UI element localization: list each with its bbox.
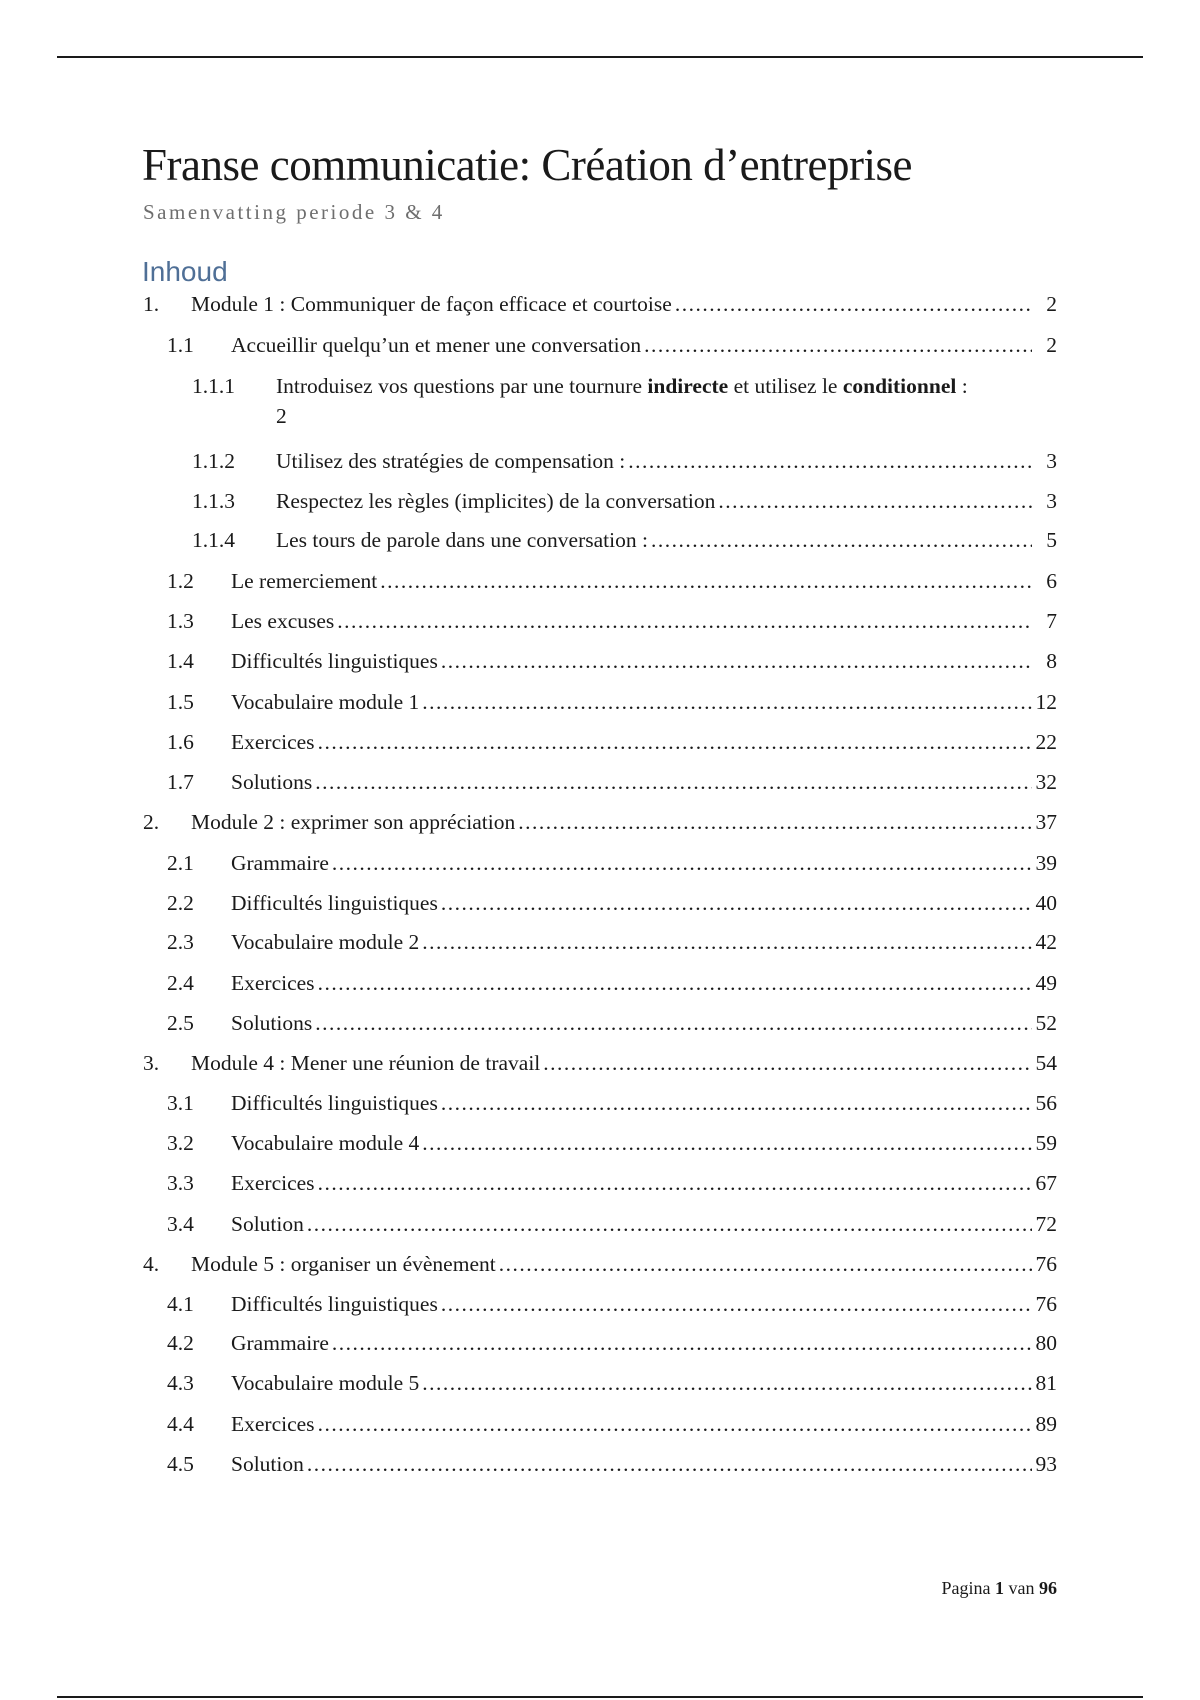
toc-entry-number: 1.1.1 [192,374,235,398]
toc-entry-number: 1.1.4 [192,528,235,552]
toc-leader [644,330,1032,360]
toc-entry-number: 1.1.3 [192,489,235,513]
footer-current-page: 1 [995,1578,1004,1598]
toc-entry-title: Module 4 : Mener une réunion de travail [191,1048,543,1078]
page-footer [942,1578,1058,1599]
toc-entry-title: Les excuses [231,606,337,636]
toc-entry-title: Module 1 : Communiquer de façon efficace et courtoise [191,289,675,319]
toc-entry-number: 1.4 [167,649,194,673]
toc-entry-title: Accueillir quelqu’un et mener une conversation [231,330,644,360]
toc-heading: Inhoud [142,256,228,287]
toc-entry-title: Introduisez vos questions par une tournure indirecte et utilisez le conditionnel : 2 [276,374,968,428]
toc-entry[interactable] [0,646,1200,676]
toc-entry-page: 32 [1035,770,1057,794]
toc-entry[interactable] [0,1008,1200,1038]
toc-leader [318,1409,1032,1439]
toc-entry-page: 2 [1046,333,1057,357]
toc-entry-page: 3 [1046,489,1057,513]
toc-entry[interactable] [0,1088,1200,1118]
toc-entry-number: 4.4 [167,1412,194,1436]
toc-entry[interactable] [0,1249,1200,1279]
toc-entry-title: Solution [231,1449,307,1479]
toc-entry-page: 76 [1035,1252,1057,1276]
toc-leader [441,1088,1032,1118]
toc-leader [718,486,1032,516]
toc-entry-title: Difficultés linguistiques [231,888,441,918]
footer-pagina-label: Pagina [941,1578,991,1598]
toc-entry-page: 7 [1046,609,1057,633]
toc-entry-page: 59 [1035,1131,1057,1155]
toc-entry-number: 4.3 [167,1371,194,1395]
toc-entry[interactable] [0,848,1200,878]
toc-entry-number: 3.1 [167,1091,194,1115]
toc-entry[interactable] [0,289,1200,319]
toc-entry-number: 4. [143,1252,160,1276]
toc-entry[interactable] [0,566,1200,596]
toc-entry-title: Utilisez des stratégies de compensation : [276,446,628,476]
toc-entry[interactable] [0,968,1200,998]
document-title: Franse communicatie: Création d’entreprise [142,140,912,190]
toc-entry-title: Exercices [231,727,318,757]
toc-entry[interactable] [0,767,1200,797]
toc-entry[interactable] [0,1289,1200,1319]
footer-van-label: van [1008,1578,1035,1598]
toc-entry-title: Difficultés linguistiques [231,1088,441,1118]
toc-entry-page: 80 [1035,1331,1057,1355]
toc-entry-page: 54 [1035,1051,1057,1075]
toc-leader [422,927,1032,957]
toc-entry-number: 1.6 [167,730,194,754]
toc-entry[interactable] [0,888,1200,918]
toc-entry-title: Vocabulaire module 1 [231,687,422,717]
document-subtitle: Samenvatting periode 3 & 4 [143,200,445,224]
toc-leader [441,646,1032,676]
toc-entry-page: 49 [1035,971,1057,995]
toc-leader [307,1449,1032,1479]
toc-entry-number: 2. [143,810,160,834]
toc-leader [307,1209,1032,1239]
toc-leader [332,1328,1032,1358]
toc-entry-page: 56 [1035,1091,1057,1115]
toc-entry-page: 67 [1035,1171,1057,1195]
toc-leader [422,687,1032,717]
toc-entry[interactable] [0,606,1200,636]
toc-entry[interactable] [0,1328,1200,1358]
toc-entry-title: Difficultés linguistiques [231,1289,441,1319]
toc-entry-title: Le remerciement [231,566,380,596]
toc-entry-number: 4.2 [167,1331,194,1355]
toc-entry-page: 72 [1035,1212,1057,1236]
toc-leader [318,1168,1032,1198]
toc-entry[interactable] [0,1449,1200,1479]
footer-rule [57,1696,1143,1698]
toc-entry-number: 3.4 [167,1212,194,1236]
toc-entry-page: 5 [1046,528,1057,552]
toc-entry-number: 2.4 [167,971,194,995]
toc-entry[interactable] [0,807,1200,837]
toc-leader [422,1128,1032,1158]
toc-entry-title: Exercices [231,1409,318,1439]
toc-entry-title: Solution [231,1209,307,1239]
toc-entry-title: Module 5 : organiser un évènement [191,1249,499,1279]
toc-leader [337,606,1032,636]
toc-entry-page: 81 [1035,1371,1057,1395]
toc-entry-page: 22 [1035,730,1057,754]
toc-entry-page: 40 [1035,891,1057,915]
toc-entry-number: 2.1 [167,851,194,875]
toc-leader [315,1008,1032,1038]
toc-entry-page: 8 [1046,649,1057,673]
toc-entry-title: Solutions [231,767,315,797]
toc-entry[interactable] [0,330,1200,360]
toc-entry-page: 89 [1035,1412,1057,1436]
toc-entry-number: 3.2 [167,1131,194,1155]
toc-leader [441,888,1032,918]
toc-entry-number: 1.2 [167,569,194,593]
toc-entry-page: 93 [1035,1452,1057,1476]
toc-leader [675,289,1032,319]
footer-total-pages: 96 [1039,1578,1057,1598]
toc-leader [518,807,1032,837]
toc-entry-number: 3.3 [167,1171,194,1195]
toc-entry-page: 2 [276,404,287,428]
toc-entry-page: 42 [1035,930,1057,954]
toc-leader [651,525,1032,555]
toc-entry-page: 52 [1035,1011,1057,1035]
toc-entry[interactable] [0,1368,1200,1398]
toc-entry-number: 1. [143,292,160,316]
toc-entry-page: 37 [1035,810,1057,834]
toc-entry[interactable] [0,1409,1200,1439]
toc-entry-title: Grammaire [231,848,332,878]
toc-entry-number: 3. [143,1051,160,1075]
toc-entry-title: Respectez les règles (implicites) de la conversation [276,486,718,516]
toc-entry-number: 1.3 [167,609,194,633]
toc-entry-number: 1.5 [167,690,194,714]
toc-leader [318,727,1032,757]
toc-leader [628,446,1032,476]
toc-leader [315,767,1032,797]
toc-leader [543,1048,1032,1078]
toc-entry[interactable] [0,1168,1200,1198]
toc-entry-title: Exercices [231,968,318,998]
toc-entry[interactable] [0,1128,1200,1158]
toc-entry[interactable] [0,927,1200,957]
toc-entry-number: 4.5 [167,1452,194,1476]
toc-entry-title: Grammaire [231,1328,332,1358]
toc-entry-title: Vocabulaire module 5 [231,1368,422,1398]
toc-entry-number: 2.2 [167,891,194,915]
toc-entry-title: Difficultés linguistiques [231,646,441,676]
toc-entry[interactable] [0,446,1200,476]
toc-entry-page: 2 [1046,292,1057,316]
toc-entry-page: 12 [1035,690,1057,714]
toc-leader [499,1249,1032,1279]
toc-entry-page: 3 [1046,449,1057,473]
toc-leader [380,566,1032,596]
toc-entry[interactable] [0,525,1200,555]
toc-entry-title: Vocabulaire module 4 [231,1128,422,1158]
toc-entry[interactable] [0,687,1200,717]
toc-entry[interactable] [0,727,1200,757]
toc-entry-page: 39 [1035,851,1057,875]
toc-entry-title: Solutions [231,1008,315,1038]
toc-entry[interactable] [0,486,1200,516]
toc-entry-number: 4.1 [167,1292,194,1316]
toc-leader [441,1289,1032,1319]
toc-entry[interactable] [0,1048,1200,1078]
toc-entry-title: Vocabulaire module 2 [231,927,422,957]
toc-entry-number: 1.1.2 [192,449,235,473]
toc-entry-page: 6 [1046,569,1057,593]
toc-entry-title: Les tours de parole dans une conversation : [276,525,651,555]
toc-entry-title: Exercices [231,1168,318,1198]
toc-leader [422,1368,1032,1398]
toc-entry-number: 2.3 [167,930,194,954]
toc-entry-number: 1.7 [167,770,194,794]
toc-entry[interactable] [0,1209,1200,1239]
toc-entry-number: 1.1 [167,333,194,357]
toc-entry-title: Module 2 : exprimer son appréciation [191,807,518,837]
toc-entry-number: 2.5 [167,1011,194,1035]
toc-leader [318,968,1032,998]
toc-leader [332,848,1032,878]
toc-entry-page: 76 [1035,1292,1057,1316]
